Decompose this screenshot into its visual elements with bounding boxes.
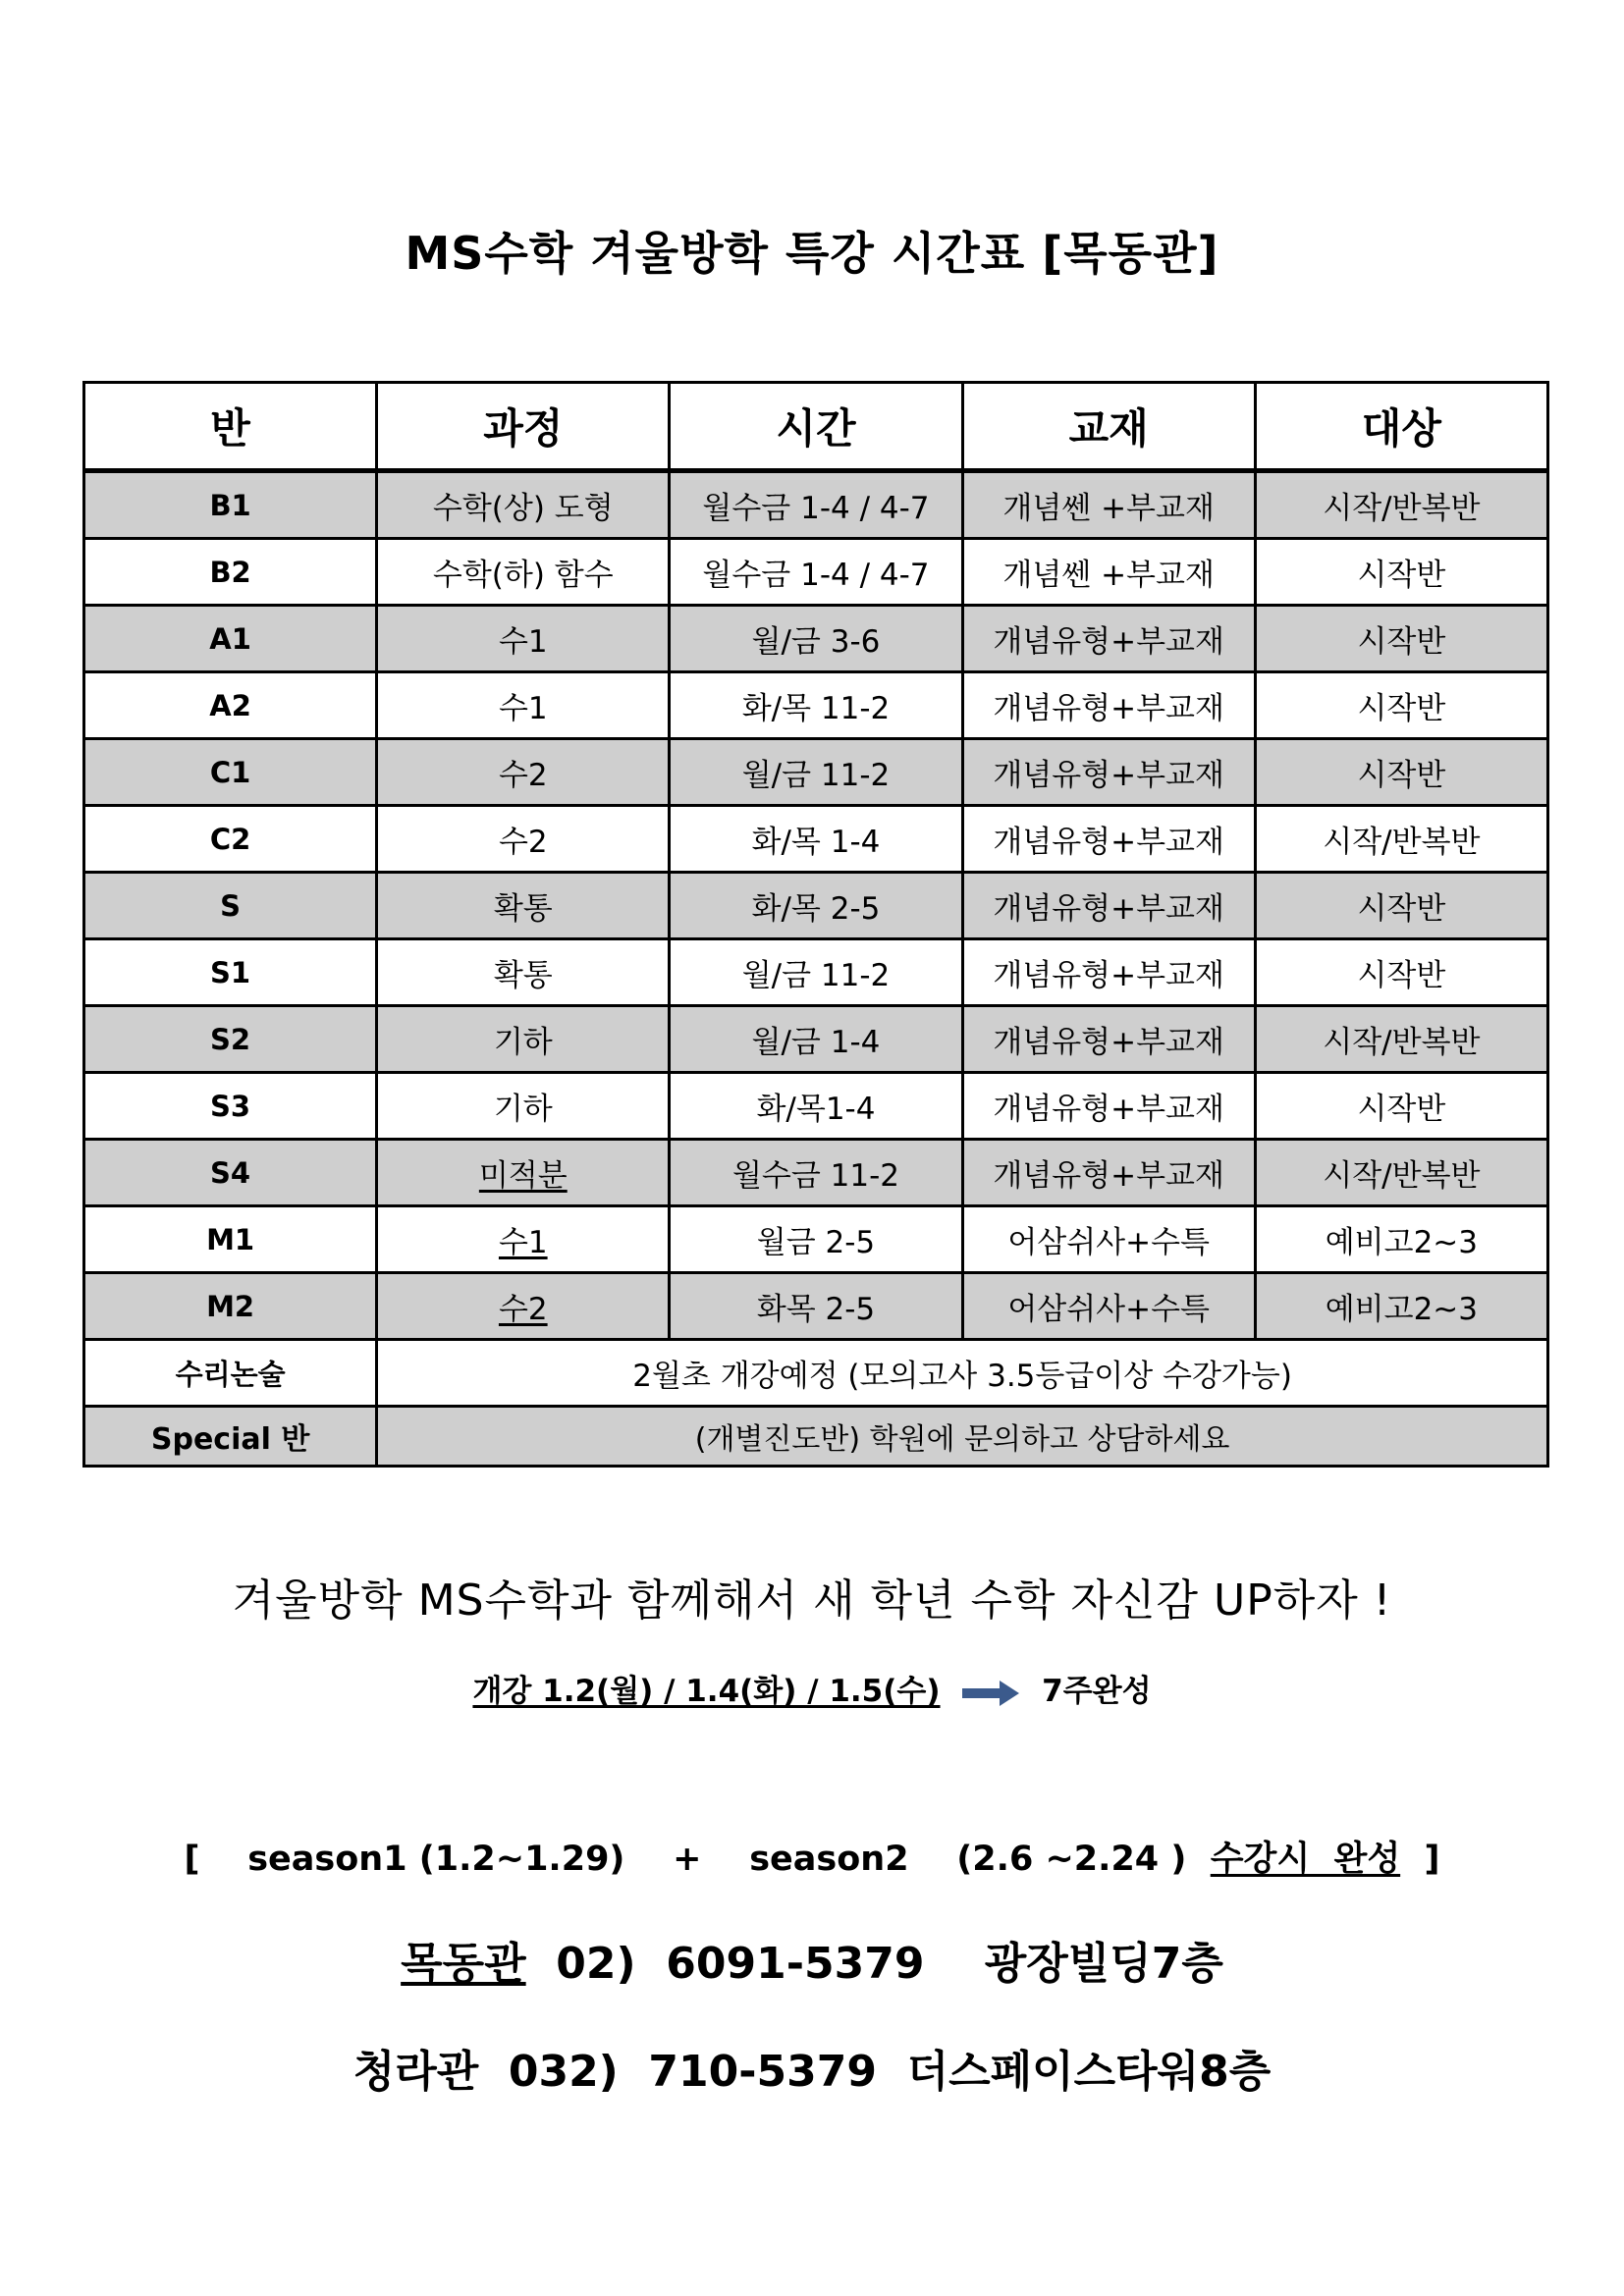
table-row xyxy=(84,939,1548,1006)
course-cell: 수1 xyxy=(377,606,670,672)
textbook-cell: 어삼쉬사+수특 xyxy=(962,1273,1255,1340)
contact-branch: 목동관 xyxy=(401,1939,526,1989)
table-header-row xyxy=(84,383,1548,471)
header-textbook: 교재 xyxy=(962,383,1255,471)
textbook-cell: 개념유형+부교재 xyxy=(962,672,1255,739)
season-complete: 수강시 완성 xyxy=(1210,1840,1401,1879)
course-cell: 기하 xyxy=(377,1073,670,1140)
table-row xyxy=(84,806,1548,873)
season-line xyxy=(0,1832,1624,1881)
class-cell: Special 반 xyxy=(84,1407,377,1467)
time-cell: 월/금 3-6 xyxy=(670,606,962,672)
class-cell: A2 xyxy=(84,672,377,739)
textbook-cell: 개념쎈 +부교재 xyxy=(962,539,1255,606)
textbook-cell: 개념유형+부교재 xyxy=(962,1140,1255,1206)
header-time: 시간 xyxy=(670,383,962,471)
course-underlined: 미적분 xyxy=(478,1158,568,1194)
course-cell: 기하 xyxy=(377,1006,670,1073)
slogan: 겨울방학 MS수학과 함께해서 새 학년 수학 자신감 UP하자 ! xyxy=(232,1575,1392,1626)
course-cell: 수2 xyxy=(377,806,670,873)
time-cell: 월수금 11-2 xyxy=(670,1140,962,1206)
textbook-cell: 개념유형+부교재 xyxy=(962,939,1255,1006)
table-row xyxy=(84,672,1548,739)
class-cell: S3 xyxy=(84,1073,377,1140)
course-underlined: 수2 xyxy=(498,1292,548,1327)
class-cell: S4 xyxy=(84,1140,377,1206)
target-cell: 시작/반복반 xyxy=(1255,1140,1547,1206)
target-cell: 시작반 xyxy=(1255,1073,1547,1140)
class-cell: S1 xyxy=(84,939,377,1006)
course-cell xyxy=(377,1273,670,1340)
class-cell: B2 xyxy=(84,539,377,606)
right-arrow-icon xyxy=(962,1679,1021,1708)
time-cell: 화/목 2-5 xyxy=(670,873,962,939)
time-cell: 월/금 11-2 xyxy=(670,739,962,806)
target-cell: 시작반 xyxy=(1255,672,1547,739)
time-cell: 월수금 1-4 / 4-7 xyxy=(670,471,962,539)
target-cell: 예비고2~3 xyxy=(1255,1273,1547,1340)
textbook-cell: 개념유형+부교재 xyxy=(962,806,1255,873)
class-cell: M2 xyxy=(84,1273,377,1340)
textbook-cell: 개념쎈 +부교재 xyxy=(962,471,1255,539)
contact-branch: 청라관 xyxy=(352,2047,479,2097)
contact-cheongna xyxy=(0,2036,1624,2099)
target-cell: 시작/반복반 xyxy=(1255,806,1547,873)
class-cell: C2 xyxy=(84,806,377,873)
textbook-cell: 개념유형+부교재 xyxy=(962,873,1255,939)
target-cell: 시작반 xyxy=(1255,606,1547,672)
table-row xyxy=(84,1206,1548,1273)
opening-line xyxy=(0,1666,1624,1710)
textbook-cell: 개념유형+부교재 xyxy=(962,1073,1255,1140)
table-row-special xyxy=(84,1407,1548,1467)
table-row xyxy=(84,539,1548,606)
textbook-cell: 개념유형+부교재 xyxy=(962,1006,1255,1073)
table-row xyxy=(84,739,1548,806)
time-cell: 화/목 11-2 xyxy=(670,672,962,739)
header-course: 과정 xyxy=(377,383,670,471)
textbook-cell: 개념유형+부교재 xyxy=(962,606,1255,672)
course-cell: 수학(상) 도형 xyxy=(377,471,670,539)
season-text: [ season1 (1.2~1.29) + season2 (2.6 ~2.24 ) xyxy=(184,1840,1211,1879)
span-info-cell: 2월초 개강예정 (모의고사 3.5등급이상 수강가능) xyxy=(377,1340,1548,1407)
contact-info: 02) 6091-5379 광장빌딩7층 xyxy=(525,1939,1223,1989)
time-cell: 화목 2-5 xyxy=(670,1273,962,1340)
time-cell: 월금 2-5 xyxy=(670,1206,962,1273)
table-row xyxy=(84,471,1548,539)
opening-result: 7주완성 xyxy=(1042,1674,1152,1709)
time-cell: 월/금 1-4 xyxy=(670,1006,962,1073)
course-cell xyxy=(377,1206,670,1273)
course-cell: 수2 xyxy=(377,739,670,806)
time-cell: 월/금 11-2 xyxy=(670,939,962,1006)
course-cell: 수1 xyxy=(377,672,670,739)
opening-dates: 개강 1.2(월) / 1.4(화) / 1.5(수) xyxy=(472,1674,941,1709)
contact-info: 032) 710-5379 더스페이스타워8층 xyxy=(478,2047,1272,2097)
target-cell: 시작/반복반 xyxy=(1255,471,1547,539)
contact-mokdong xyxy=(0,1928,1624,1991)
time-cell: 월수금 1-4 / 4-7 xyxy=(670,539,962,606)
class-cell: 수리논술 xyxy=(84,1340,377,1407)
table-row xyxy=(84,1073,1548,1140)
span-info-cell: (개별진도반) 학원에 문의하고 상담하세요 xyxy=(377,1407,1548,1467)
table-row xyxy=(84,1273,1548,1340)
course-cell: 확통 xyxy=(377,939,670,1006)
page-title: MS수학 겨울방학 특강 시간표 [목동관] xyxy=(405,227,1219,280)
table-row xyxy=(84,606,1548,672)
table-row xyxy=(84,1006,1548,1073)
header-class: 반 xyxy=(84,383,377,471)
target-cell: 시작/반복반 xyxy=(1255,1006,1547,1073)
class-cell: C1 xyxy=(84,739,377,806)
textbook-cell: 개념유형+부교재 xyxy=(962,739,1255,806)
course-underlined: 수1 xyxy=(498,1225,548,1260)
time-cell: 화/목1-4 xyxy=(670,1073,962,1140)
target-cell: 시작반 xyxy=(1255,873,1547,939)
class-cell: B1 xyxy=(84,471,377,539)
target-cell: 시작반 xyxy=(1255,739,1547,806)
time-cell: 화/목 1-4 xyxy=(670,806,962,873)
table-row xyxy=(84,873,1548,939)
target-cell: 예비고2~3 xyxy=(1255,1206,1547,1273)
course-cell: 확통 xyxy=(377,873,670,939)
class-cell: M1 xyxy=(84,1206,377,1273)
schedule-table xyxy=(82,381,1549,1468)
class-cell: S2 xyxy=(84,1006,377,1073)
season-close: ] xyxy=(1400,1840,1440,1879)
header-target: 대상 xyxy=(1255,383,1547,471)
course-cell: 수학(하) 함수 xyxy=(377,539,670,606)
table-row-essay xyxy=(84,1340,1548,1407)
table-row xyxy=(84,1140,1548,1206)
textbook-cell: 어삼쉬사+수특 xyxy=(962,1206,1255,1273)
class-cell: A1 xyxy=(84,606,377,672)
target-cell: 시작반 xyxy=(1255,939,1547,1006)
course-cell xyxy=(377,1140,670,1206)
class-cell: S xyxy=(84,873,377,939)
target-cell: 시작반 xyxy=(1255,539,1547,606)
